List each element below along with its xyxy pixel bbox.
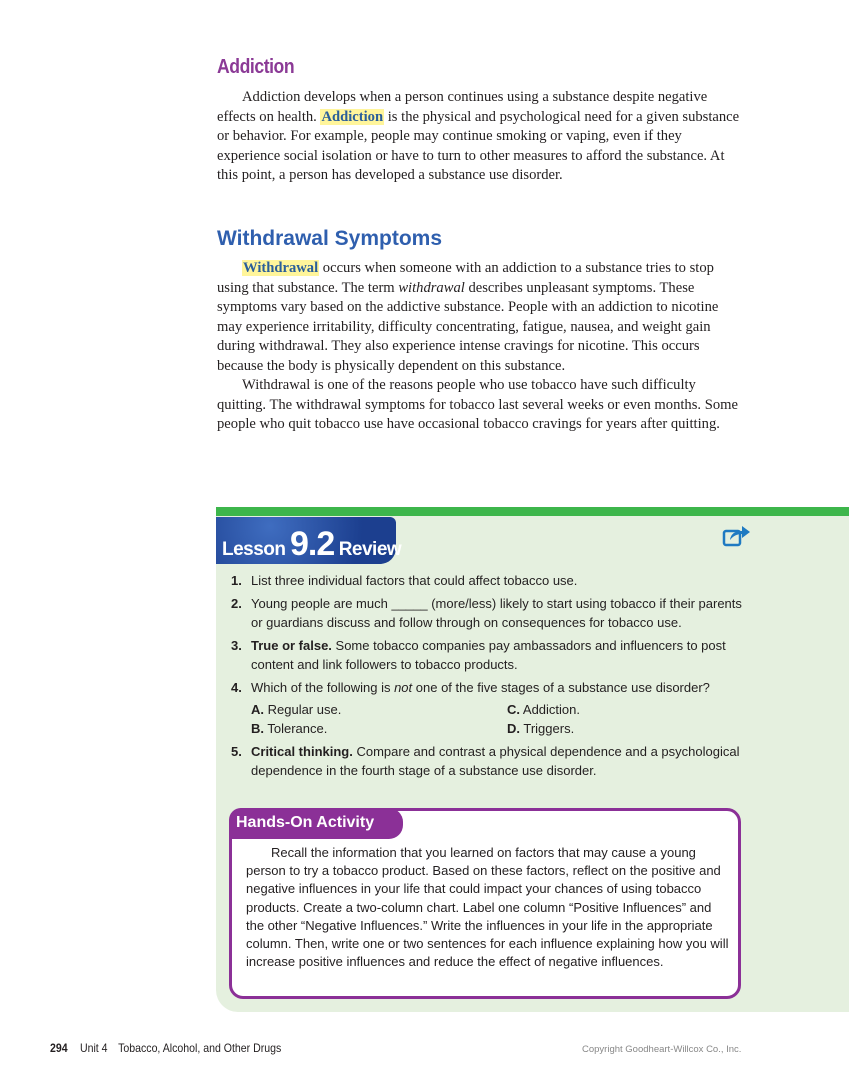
lesson-number: 9.2 [289, 525, 335, 563]
question-text: List three individual factors that could affect tobacco use. [251, 573, 578, 588]
question-text: Which of the following is [251, 680, 395, 695]
question-text: one of the five stages of a substance use disorder? [412, 680, 710, 695]
option-letter: D. [507, 721, 520, 736]
question-lead: True or false. [251, 638, 332, 653]
italic-term: withdrawal [398, 279, 465, 296]
green-bar [216, 507, 849, 516]
unit-label: Unit 4 [79, 1041, 108, 1055]
text: describes unpleasant symptoms. These symptoms vary based on the addictive substance. People with an addiction to nicotine may experience irritability, difficulty concentrating, fatigue, nausea, and weight gain during withdrawal. They also experience intense cravings for nicotine. This occurs because the body is physically dependent on this substance. [217, 279, 719, 374]
option-b [251, 719, 507, 738]
option-letter: A. [251, 702, 264, 717]
lesson-word: Lesson [222, 539, 286, 560]
key-term: Addiction [321, 108, 384, 125]
option-a [251, 700, 507, 719]
section-heading-addiction: Addiction [217, 56, 295, 78]
page-footer [50, 1041, 292, 1055]
question-1 [231, 571, 751, 590]
activity-text: Recall the information that you learned on factors that may cause a young person to try a tobacco product. Based on these factors, reflect on the positive and negative influences in your life that could impact your chances of using tobacco products. Create a two-column chart. Label one column “Positive Influences” and the other “Negative Influences.” Write the influences in your life in the appropriate column. Then, write one or two sentences for each influence explaining how you will increase positive influences and reduce the effect of negative influences. [246, 845, 729, 970]
text: occurs when someone with an addiction to a substance tries to stop using that substance. The term [217, 260, 714, 296]
lesson-review-panel [216, 507, 849, 1012]
question-text: Compare and contrast a physical dependence and a psychological dependence in the fourth stage of a substance use disorder. [251, 744, 740, 778]
withdrawal-body [217, 259, 747, 435]
lesson-review-tab [216, 517, 402, 564]
question-4 [231, 678, 751, 738]
hands-on-activity-box [229, 808, 741, 999]
addiction-body [217, 88, 747, 186]
italic-word: not [394, 680, 413, 695]
paragraph [217, 88, 747, 186]
unit-title: Tobacco, Alcohol, and Other Drugs [118, 1041, 282, 1055]
share-icon[interactable] [722, 523, 752, 547]
option-letter: B. [251, 721, 264, 736]
answer-options [251, 700, 710, 738]
paragraph: Withdrawal is one of the reasons people who use tobacco have such difficulty quitting. The withdrawal symptoms for tobacco last several weeks or even months. Some people who quit tobacco use have occasional tobacco cravings for years after quitting. [217, 377, 738, 432]
option-text: Tolerance. [264, 721, 328, 736]
option-c [507, 700, 707, 719]
question-lead: Critical thinking. [251, 744, 353, 759]
review-questions [231, 571, 751, 784]
question-text: Young people are much _____ (more/less) likely to start using tobacco if their parents or guardians discuss and follow through on consequences for tobacco use. [251, 596, 742, 630]
option-text: Addiction. [520, 702, 580, 717]
question-number: 2. [231, 596, 242, 611]
section-heading-withdrawal: Withdrawal Symptoms [217, 227, 443, 250]
question-text: Some tobacco companies pay ambassadors and influencers to post content and link followers to tobacco products. [251, 638, 726, 672]
paragraph [217, 259, 747, 376]
option-text: Regular use. [264, 702, 342, 717]
activity-title: Hands-On Activity [229, 808, 403, 839]
text: is the physical and psychological need for a given substance or behavior. For example, people may continue smoking or vaping, even if they experience social isolation or have to turn to other measures to afford the substance. At this point, a person has developed a substance use disorder. [217, 108, 740, 183]
option-d [507, 719, 707, 738]
key-term: Withdrawal [243, 260, 319, 276]
option-text: Triggers. [520, 721, 575, 736]
review-word: Review [338, 539, 402, 560]
question-3 [231, 636, 751, 674]
question-5 [231, 742, 751, 780]
question-2 [231, 594, 751, 632]
copyright: Copyright Goodheart-Willcox Co., Inc. [582, 1044, 742, 1055]
page-number: 294 [50, 1041, 68, 1055]
question-number: 3. [231, 638, 242, 653]
question-number: 1. [231, 573, 242, 588]
question-number: 4. [231, 680, 242, 695]
text: Addiction develops when a person continues using a substance despite negative effects on health. [217, 89, 708, 125]
question-number: 5. [231, 744, 242, 759]
option-letter: C. [507, 702, 520, 717]
